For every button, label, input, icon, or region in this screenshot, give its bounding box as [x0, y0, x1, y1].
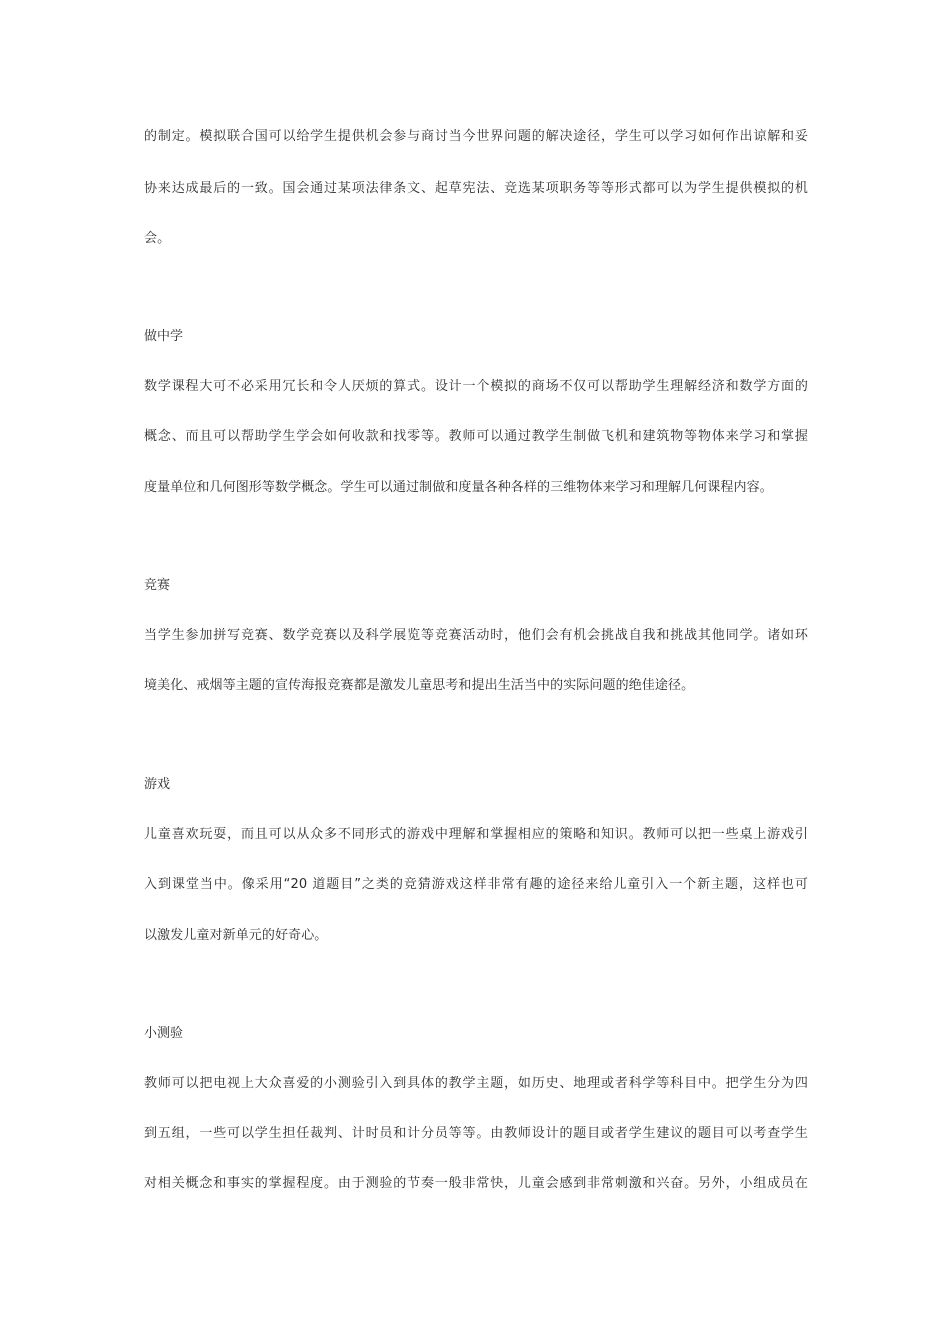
quiz-line-1: 教师可以把电视上大众喜爱的小测验引入到具体的教学主题，如历史、地理或者科学等科目中。把学生分为四 — [144, 1076, 808, 1091]
competition-line-1: 当学生参加拼写竞赛、数学竞赛以及科学展览等竞赛活动时，他们会有机会挑战自我和挑战其他同学。诸如环 — [144, 628, 808, 643]
games-line-1: 儿童喜欢玩耍，而且可以从众多不同形式的游戏中理解和掌握相应的策略和知识。教师可以把一些桌上游戏引 — [144, 827, 808, 842]
quiz-line-2: 到五组，一些可以学生担任裁判、计时员和计分员等等。由教师设计的题目或者学生建议的题目可以考查学生 — [144, 1126, 808, 1141]
intro-line-2: 协来达成最后的一致。国会通过某项法律条文、起草宪法、竞选某项职务等等形式都可以为学生提供模拟的机 — [144, 181, 808, 196]
competition-line-2: 境美化、戒烟等主题的宣传海报竞赛都是激发儿童思考和提出生活当中的实际问题的绝佳途径。 — [144, 678, 695, 693]
learning-by-doing-line-2: 概念、而且可以帮助学生学会如何收款和找零等。教师可以通过教学生制做飞机和建筑物等物体来学习和掌握 — [144, 429, 808, 444]
games-line-3: 以激发儿童对新单元的好奇心。 — [144, 928, 328, 943]
section-heading-quiz: 小测验 — [144, 1026, 184, 1041]
quiz-line-3: 对相关概念和事实的掌握程度。由于测验的节奏一般非常快，儿童会感到非常刺激和兴奋。另外，小组成员在 — [144, 1176, 808, 1191]
intro-line-1: 的制定。模拟联合国可以给学生提供机会参与商讨当今世界问题的解决途径，学生可以学习如何作出谅解和妥 — [144, 129, 808, 144]
learning-by-doing-line-1: 数学课程大可不必采用冗长和令人厌烦的算式。设计一个模拟的商场不仅可以帮助学生理解经济和数学方面的 — [144, 379, 808, 394]
games-line-2: 入到课堂当中。像采用“20 道题目”之类的竞猜游戏这样非常有趣的途径来给儿童引入一个新主题，这样也可 — [144, 877, 808, 892]
section-heading-competition: 竞赛 — [144, 578, 171, 593]
learning-by-doing-line-3: 度量单位和几何图形等数学概念。学生可以通过制做和度量各种各样的三维物体来学习和理解几何课程内容。 — [144, 480, 773, 495]
section-heading-learning-by-doing: 做中学 — [144, 329, 184, 344]
section-heading-games: 游戏 — [144, 777, 171, 792]
intro-line-3: 会。 — [144, 231, 171, 246]
